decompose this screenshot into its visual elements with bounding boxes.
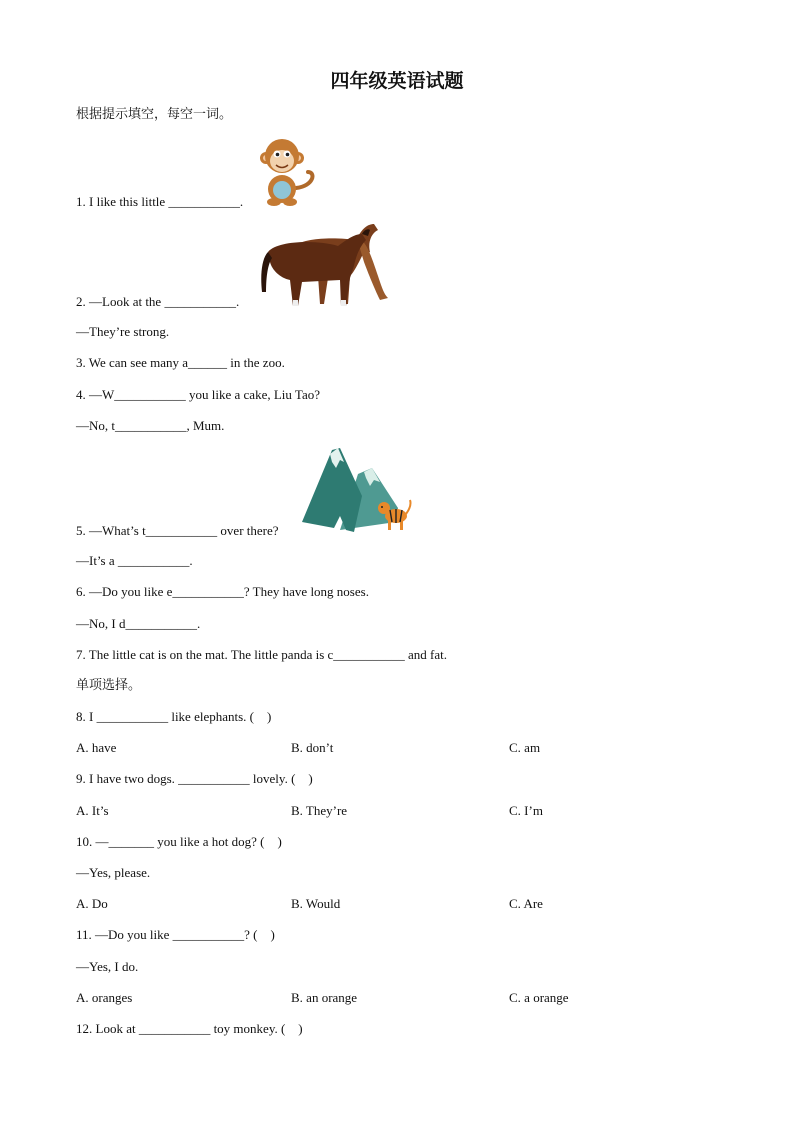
q10-option-a: A. Do (76, 896, 108, 911)
q8-option-c: C. am (509, 740, 541, 755)
q9-option-a: A. It’s (76, 803, 109, 818)
question-4-answer: —No, t___________, Mum. (76, 418, 225, 433)
q10-option-b: B. Would (291, 896, 341, 911)
question-2: 2. —Look at the ___________. (76, 294, 240, 309)
q8-option-b: B. don’t (291, 740, 334, 755)
section-heading-fill: 根据提示填空，每空一词。 (76, 107, 233, 122)
q11-option-c: C. a orange (509, 990, 569, 1005)
question-10-answer: —Yes, please. (76, 865, 151, 880)
question-11-answer: —Yes, I do. (76, 959, 139, 974)
q11-option-b: B. an orange (291, 990, 358, 1005)
question-9: 9. I have two dogs. ___________ lovely. ( ) (76, 771, 313, 786)
q9-option-b: B. They’re (291, 803, 348, 818)
q11-option-a: A. oranges (76, 990, 133, 1005)
question-5: 5. —What’s t___________ over there? (76, 523, 279, 538)
horses-illustration (258, 218, 394, 310)
question-6: 6. —Do you like e___________? They have long noses. (76, 584, 369, 599)
monkey-illustration (258, 136, 318, 208)
question-11: 11. —Do you like ___________? ( ) (76, 927, 275, 942)
question-1: 1. I like this little ___________. (76, 194, 244, 209)
q9-option-c: C. I’m (509, 803, 543, 818)
mountains-tiger-illustration (300, 446, 414, 536)
question-10: 10. —_______ you like a hot dog? ( ) (76, 834, 282, 849)
question-8: 8. I ___________ like elephants. ( ) (76, 709, 272, 724)
q10-option-c: C. Are (509, 896, 543, 911)
question-12: 12. Look at ___________ toy monkey. ( ) (76, 1021, 303, 1036)
question-7: 7. The little cat is on the mat. The little panda is c___________ and fat. (76, 647, 448, 662)
question-4: 4. —W___________ you like a cake, Liu Tao? (76, 387, 320, 402)
question-6-answer: —No, I d___________. (76, 616, 201, 631)
question-3: 3. We can see many a______ in the zoo. (76, 355, 285, 370)
page-title: 四年级英语试题 (330, 70, 464, 92)
section-heading-choice: 单项选择。 (76, 678, 142, 693)
q8-option-a: A. have (76, 740, 117, 755)
question-5-answer: —It’s a ___________. (76, 553, 193, 568)
question-2-answer: —They’re strong. (76, 324, 170, 339)
